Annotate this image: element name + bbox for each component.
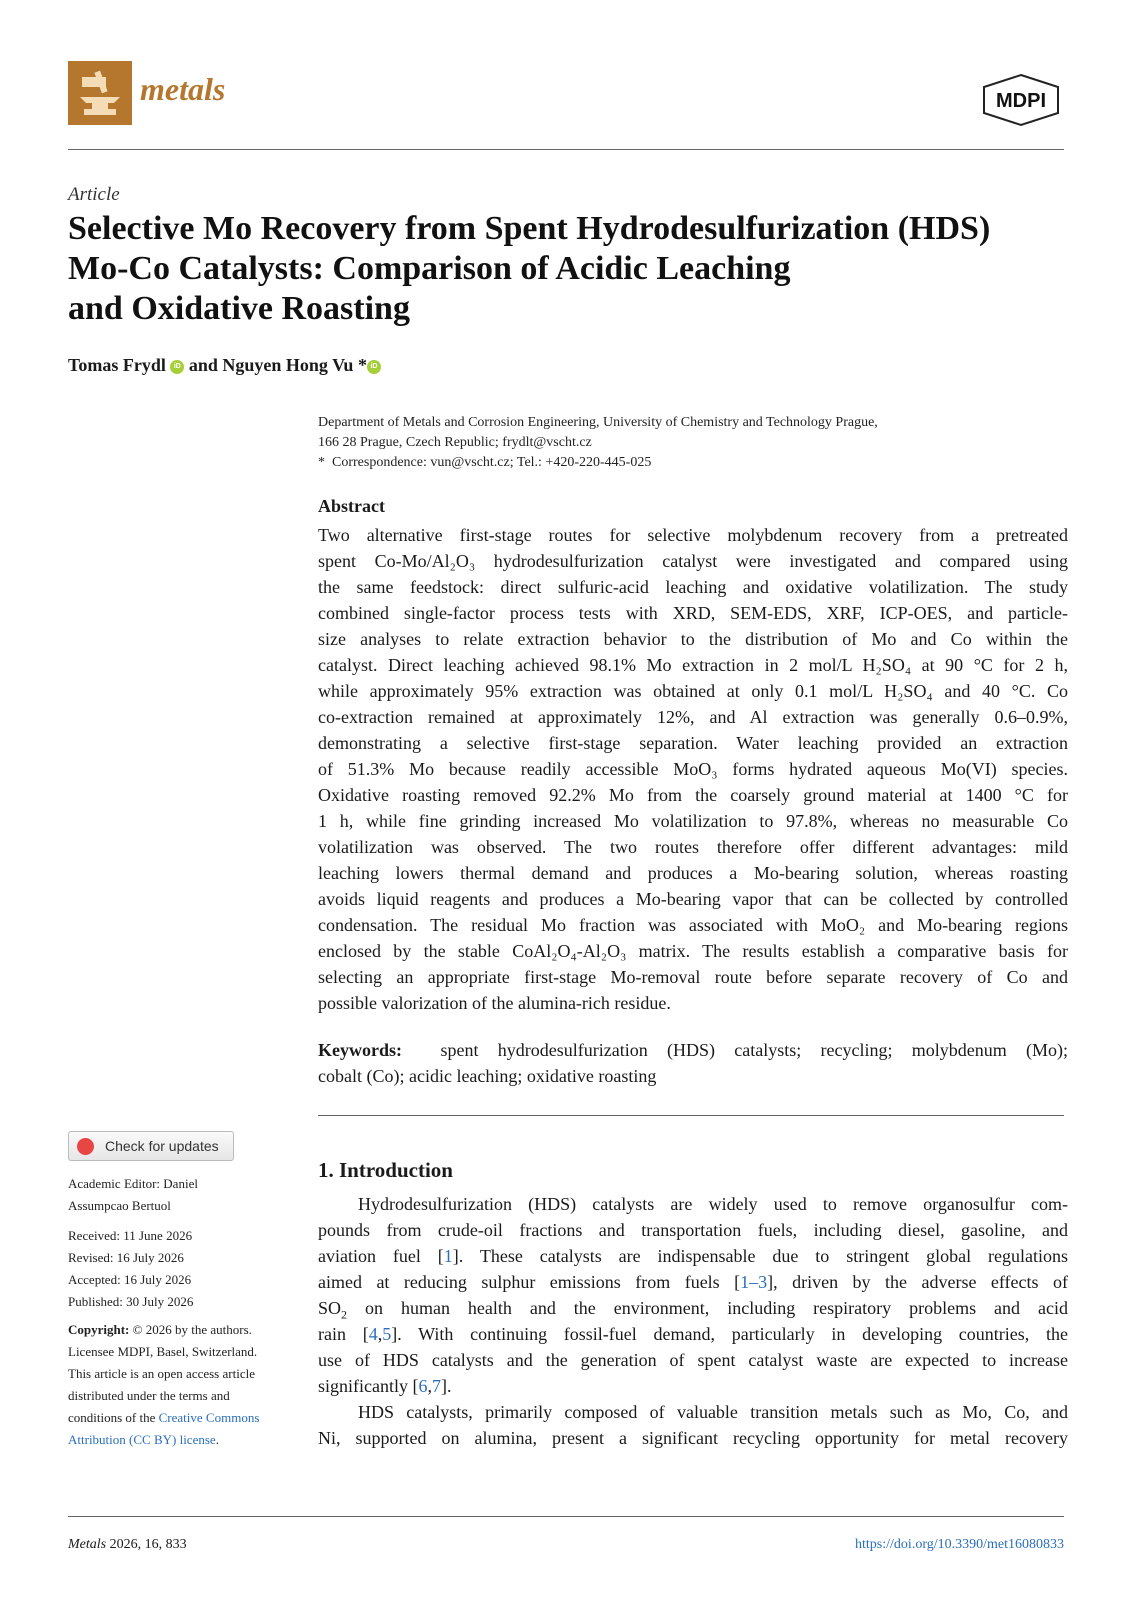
footer-rule xyxy=(68,1516,1064,1517)
keywords-label: Keywords: xyxy=(318,1040,402,1060)
abstract-line: of 51.3% Mo because readily accessible MoO₃ forms hydrated aqueous Mo(VI) species. xyxy=(318,759,1068,779)
citation-link[interactable]: 7 xyxy=(431,1376,441,1396)
title-line: Mo-Co Catalysts: Comparison of Acidic Leaching xyxy=(68,250,791,287)
copyright-label: Copyright: xyxy=(68,1322,130,1337)
abstract-line: co-extraction remained at approximately 12%, and Al extraction was generally 0.6–0.9%, xyxy=(318,707,1068,727)
header-rule xyxy=(68,149,1064,150)
abstract-line: possible valorization of the alumina-rich residue. xyxy=(318,993,671,1013)
author-list xyxy=(68,355,381,376)
abstract-line: leaching lowers thermal demand and produces a Mo-bearing solution, whereas roasting xyxy=(318,863,1068,883)
orcid-icon[interactable]: iD xyxy=(367,360,381,374)
copyright-notice: Copyright: © 2026 by the authors. Licensee MDPI, Basel, Switzerland. This article is an open access article distributed under the terms and conditions of the Creative Commons Attribution (CC BY) license. xyxy=(68,1322,260,1447)
correspondence: * Correspondence: vun@vscht.cz; Tel.: +420-220-445-025 xyxy=(318,455,652,470)
title-line: Selective Mo Recovery from Spent Hydrodesulfurization (HDS) xyxy=(68,210,991,247)
footer-citation: Metals 2026, 16, 833 xyxy=(68,1537,187,1552)
affiliation xyxy=(318,413,1078,473)
publication-dates: Received: 11 June 2026 Revised: 16 July 2026 Accepted: 16 July 2026 Published: 30 July 2026 xyxy=(68,1228,194,1309)
abstract-line: spent Co-Mo/Al₂O₃ hydrodesulfurization catalyst were investigated and compared using xyxy=(318,551,1068,571)
doi-link[interactable]: https://doi.org/10.3390/met16080833 xyxy=(855,1537,1064,1552)
keywords xyxy=(318,1037,1068,1089)
academic-editor: Academic Editor: Daniel Assumpcao Bertuol xyxy=(68,1176,198,1213)
article-title xyxy=(68,209,1068,329)
abstract-line: avoids liquid reagents and produces a Mo-bearing vapor that can be collected by controlled xyxy=(318,889,1068,909)
abstract-heading: Abstract xyxy=(318,496,385,516)
citation-link[interactable]: 5 xyxy=(382,1324,392,1344)
keywords-text: spent hydrodesulfurization (HDS) catalysts; recycling; molybdenum (Mo); xyxy=(440,1040,1068,1060)
abstract-line: combined single-factor process tests with XRD, SEM-EDS, XRF, ICP-OES, and particle- xyxy=(318,603,1068,623)
abstract-line: Oxidative roasting removed 92.2% Mo from the coarsely ground material at 1400 °C for xyxy=(318,785,1068,805)
abstract-line: enclosed by the stable CoAl₂O₄-Al₂O₃ matrix. The results establish a comparative basis for xyxy=(318,941,1068,961)
affiliation-line: Department of Metals and Corrosion Engineering, University of Chemistry and Technology Prague, xyxy=(318,415,878,430)
keywords-text: cobalt (Co); acidic leaching; oxidative roasting xyxy=(318,1066,657,1086)
license-link[interactable]: Creative Commons xyxy=(158,1410,260,1425)
abstract-line: volatilization was observed. The two routes therefore offer different advantages: mild xyxy=(318,837,1068,857)
citation-link[interactable]: 1 xyxy=(443,1246,453,1266)
corresponding-mark: * xyxy=(357,355,367,375)
author-name[interactable]: Nguyen Hong Vu xyxy=(222,355,354,375)
abstract-line: catalyst. Direct leaching achieved 98.1% Mo extraction in 2 mol/L H₂SO₄ at 90 °C for 2 h, xyxy=(318,655,1068,675)
anvil-hammer-icon xyxy=(68,61,132,125)
abstract-line: selecting an appropriate first-stage Mo-removal route before separate recovery of Co and xyxy=(318,967,1068,987)
abstract-line: size analyses to relate extraction behavior to the distribution of Mo and Co within the xyxy=(318,629,1068,649)
license-link[interactable]: Attribution (CC BY) license xyxy=(68,1432,216,1447)
abstract-line: 1 h, while fine grinding increased Mo volatilization to 97.8%, whereas no measurable Co xyxy=(318,811,1068,831)
introduction-body: Hydrodesulfurization (HDS) catalysts are widely used to remove organosulfur com- pounds from crude-oil fractions and transportation fuels, including diesel, gasoline, and aviation fuel [1]. These catalysts are indispensable due to stringent global regulations aimed at reducing sulphur emissions from fuels [1–3], driven by the adverse effects of $SO_2$ on human health and the environment, including respiratory problems and acid rain [4,5]. With continuing fossil-fuel demand, particularly in developing countries, the use of HDS catalysts and the generation of spent catalyst waste are expected to increase significantly [6,7]. HDS catalysts, primarily composed of valuable transition metals such as Mo, Co, and Ni, supported on alumina, present a significant recycling opportunity for metal recovery xyxy=(318,1194,1068,1448)
mdpi-logo xyxy=(980,73,1062,127)
author-join: and xyxy=(188,355,218,375)
abstract-line: the same feedstock: direct sulfuric-acid leaching and oxidative volatilization. The study xyxy=(318,577,1068,597)
abstract-body xyxy=(318,522,1068,1016)
mdpi-logo-text: MDPI xyxy=(996,90,1046,112)
title-line: and Oxidative Roasting xyxy=(68,290,410,327)
update-icon xyxy=(77,1138,94,1155)
check-for-updates-button[interactable] xyxy=(68,1131,234,1161)
section-heading: 1. Introduction xyxy=(318,1158,453,1182)
citation-link[interactable]: 1–3 xyxy=(740,1272,768,1292)
orcid-icon[interactable]: iD xyxy=(170,360,184,374)
journal-logo xyxy=(68,61,132,125)
abstract-line: Two alternative first-stage routes for selective molybdenum recovery from a pretreated xyxy=(318,525,1068,545)
check-for-updates-label: Check for updates xyxy=(105,1138,219,1154)
journal-name: metals xyxy=(140,71,226,107)
abstract-line: while approximately 95% extraction was obtained at only 0.1 mol/L H₂SO₄ and 40 °C. Co xyxy=(318,681,1068,701)
article-type: Article xyxy=(68,184,120,205)
keywords-rule xyxy=(318,1115,1064,1116)
citation-link[interactable]: 4 xyxy=(368,1324,378,1344)
abstract-line: condensation. The residual Mo fraction was associated with MoO₂ and Mo-bearing regions xyxy=(318,915,1068,935)
affiliation-line: 166 28 Prague, Czech Republic; frydlt@vscht.cz xyxy=(318,435,592,450)
citation-link[interactable]: 6 xyxy=(418,1376,428,1396)
author-name[interactable]: Tomas Frydl xyxy=(68,355,166,375)
abstract-line: demonstrating a selective first-stage separation. Water leaching provided an extraction xyxy=(318,733,1068,753)
